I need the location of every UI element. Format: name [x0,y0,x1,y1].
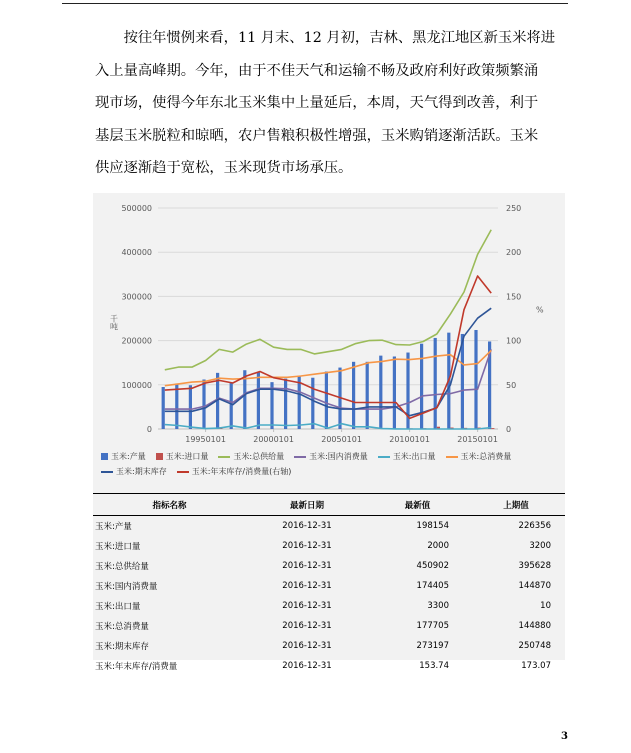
body-paragraph [95,22,575,185]
legend-swatch [378,456,390,458]
indicator-name: 玉米:总供给量 [95,562,149,572]
latest-value: 198154 [416,521,449,531]
legend-label: 玉米:期末库存 [116,467,167,476]
previous-value: 10 [540,601,551,611]
header-latest-value: 最新值 [368,494,467,516]
bar-mark [379,356,382,429]
x-tick-label: 20000101 [253,435,294,444]
latest-value: 273197 [416,641,449,651]
previous-value: 144880 [518,621,551,631]
table-row [93,636,565,656]
bar-mark [284,379,287,429]
legend-item [101,451,146,462]
legend-label: 玉米:总消费量 [460,452,512,461]
paragraph-line: 入上量高峰期。今年，由于不佳天气和运输不畅及政府利好政策频繁涌 [95,62,539,79]
previous-value: 250748 [518,641,551,651]
legend-item [156,451,209,462]
latest-value: 153.74 [419,661,449,671]
table-row [93,536,565,556]
legend-item [177,466,292,477]
legend-item [446,451,512,462]
latest-date: 2016-12-31 [282,561,332,571]
y-right-tick-label: 50 [506,380,517,390]
chart-legend [101,451,561,481]
indicator-name: 玉米:国内消费量 [95,582,158,592]
y-left-tick-label: 500000 [121,204,152,213]
y-right-tick-label: 250 [506,204,522,213]
indicator-name: 玉米:产量 [95,522,132,532]
header-indicator-name: 指标名称 [93,494,246,516]
table-row [93,556,565,576]
indicator-table [93,493,565,676]
previous-value: 3200 [529,541,551,551]
table-row [93,516,565,537]
latest-date: 2016-12-31 [282,581,332,591]
legend-label: 玉米:总供给量 [233,452,285,461]
header-previous-value: 上期值 [467,494,565,516]
header-latest-date: 最新日期 [246,494,368,516]
table-row [93,616,565,636]
bar-mark [230,383,233,429]
paragraph-line: 供应逐渐趋于宽松，玉米现货市场承压。 [95,160,353,176]
x-tick-label: 20050101 [321,435,362,444]
bar-mark [366,362,369,429]
bar-mark [393,357,396,429]
paragraph-line: 现市场，使得今年东北玉米集中上量延后，本周，天气得到改善，利于 [95,95,539,111]
indicator-name: 玉米:期末库存 [95,642,149,652]
table-row [93,576,565,596]
bar-mark [420,344,423,429]
legend-label: 玉米:进口量 [165,452,209,461]
latest-date: 2016-12-31 [282,541,332,551]
table-row [93,656,565,676]
bar-mark [189,385,192,429]
y-left-tick-label: 100000 [121,380,152,390]
bar-mark [257,372,260,429]
y-right-tick-label: 200 [506,248,522,258]
bar-mark [311,378,314,429]
y-right-tick-label: 0 [506,425,512,434]
bar-mark [325,372,328,429]
latest-value: 3300 [427,601,449,611]
bar-mark [175,383,178,429]
latest-date: 2016-12-31 [282,521,332,531]
legend-swatch [218,456,230,458]
y-left-tick-label: 200000 [121,336,152,346]
legend-label: 玉米:产量 [111,452,146,461]
bar-mark [434,338,437,429]
x-tick-label: 20100101 [389,435,430,444]
latest-value: 174405 [416,581,449,591]
x-tick-label: 20150101 [457,435,498,444]
legend-swatch [177,471,189,473]
y-left-tick-label: 400000 [121,248,152,258]
table-header-row [93,494,565,516]
page-number: 3 [561,731,568,742]
legend-swatch [101,471,113,473]
legend-swatch [294,456,306,458]
y-left-tick-label: 0 [146,425,152,434]
chart-panel [93,193,565,672]
series-line [165,230,491,370]
latest-date: 2016-12-31 [282,661,332,671]
legend-item [101,466,167,477]
indicator-name: 玉米:年末库存/消费量 [95,662,178,672]
legend-item [378,451,436,462]
legend-row [101,466,561,477]
bar-mark [474,330,477,429]
latest-value: 2000 [427,541,449,551]
previous-value: 144870 [518,581,551,591]
y-right-tick-label: 150 [506,292,522,302]
legend-label: 玉米:出口量 [392,452,436,461]
bar-mark [162,387,165,429]
previous-value: 173.07 [521,661,551,671]
paragraph-line: 按往年惯例来看，11 月末、12 月初，吉林、黑龙江地区新玉米将进 [123,30,556,46]
y-right-tick-label: 100 [506,336,522,346]
legend-swatch [101,453,108,460]
bar-mark [352,362,355,429]
legend-item [218,451,284,462]
legend-swatch [156,453,163,460]
latest-date: 2016-12-31 [282,641,332,651]
table-row [93,596,565,616]
legend-label: 玉米:国内消费量 [309,452,368,461]
y-left-axis-label: 千吨 [109,314,119,331]
latest-value: 450902 [416,561,449,571]
y-right-axis-label: % [536,305,544,315]
indicator-name: 玉米:进口量 [95,542,141,552]
latest-date: 2016-12-31 [282,601,332,611]
header-rule [62,3,568,4]
corn-balance-chart [93,193,565,483]
legend-item [294,451,368,462]
previous-value: 395628 [518,561,551,571]
legend-row [101,451,561,462]
indicator-name: 玉米:出口量 [95,602,141,612]
latest-date: 2016-12-31 [282,621,332,631]
previous-value: 226356 [518,521,551,531]
bar-mark [491,428,494,429]
x-tick-label: 19950101 [185,435,226,444]
y-left-tick-label: 300000 [121,292,152,302]
bar-mark [202,379,205,429]
legend-label: 玉米:年末库存/消费量(右轴) [191,467,292,476]
indicator-name: 玉米:总消费量 [95,622,149,632]
latest-value: 177705 [416,621,449,631]
paragraph-line: 基层玉米脱粒和晾晒，农户售粮积极性增强，玉米购销逐渐活跃。玉米 [95,127,539,144]
legend-swatch [446,456,458,458]
